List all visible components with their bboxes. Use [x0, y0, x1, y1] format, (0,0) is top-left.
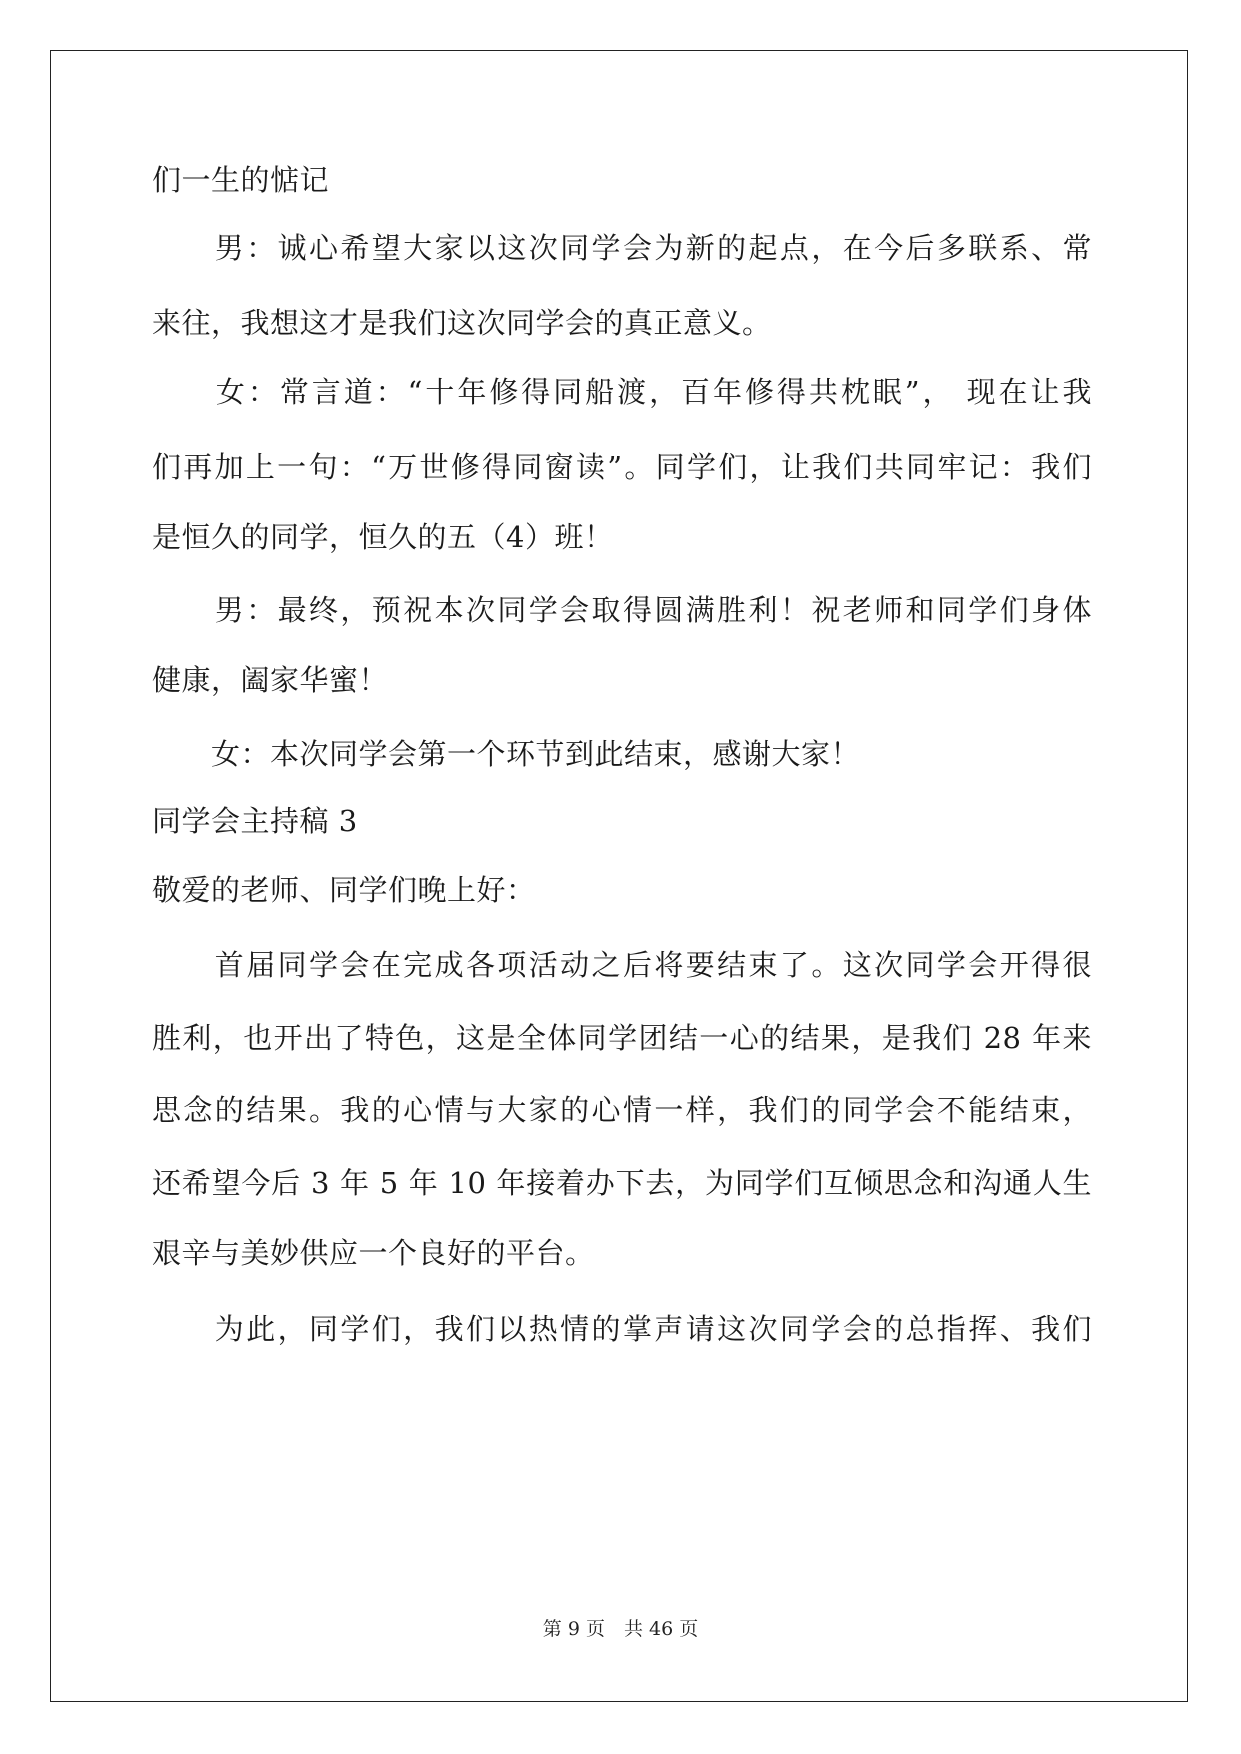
text-line: 是恒久的同学，恒久的五（4）班！ — [152, 520, 614, 554]
text-line: 来往，我想这才是我们这次同学会的真正意义。 — [152, 306, 772, 340]
text-line: 女：常言道：“十年修得同船渡，百年修得共枕眠”， 现在让我 — [152, 375, 1092, 409]
text-line: 思念的结果。我的心情与大家的心情一样，我们的同学会不能结束， — [152, 1093, 1092, 1127]
text-line: 艰辛与美妙供应一个良好的平台。 — [152, 1236, 595, 1270]
text-line: 为此，同学们，我们以热情的掌声请这次同学会的总指挥、我们 — [152, 1312, 1092, 1346]
text-line: 还希望今后 3 年 5 年 10 年接着办下去，为同学们互倾思念和沟通人生 — [152, 1166, 1092, 1200]
text-line: 健康，阖家华蜜！ — [152, 663, 389, 697]
text-line: 胜利，也开出了特色，这是全体同学团结一心的结果，是我们 28 年来 — [152, 1021, 1092, 1055]
text-line: 女：本次同学会第一个环节到此结束，感谢大家！ — [152, 737, 861, 771]
text-line: 男：诚心希望大家以这次同学会为新的起点，在今后多联系、常 — [152, 231, 1092, 265]
text-line: 敬爱的老师、同学们晚上好： — [152, 873, 536, 907]
text-line: 男：最终，预祝本次同学会取得圆满胜利！祝老师和同学们身体 — [152, 593, 1092, 627]
text-line: 们再加上一句：“万世修得同窗读”。同学们，让我们共同牢记：我们 — [152, 450, 1092, 484]
page-number: 第 9 页 共 46 页 — [542, 1618, 699, 1640]
text-line: 们一生的惦记 — [152, 163, 330, 197]
section-heading: 同学会主持稿 3 — [152, 804, 358, 838]
text-line: 首届同学会在完成各项活动之后将要结束了。这次同学会开得很 — [152, 948, 1092, 982]
